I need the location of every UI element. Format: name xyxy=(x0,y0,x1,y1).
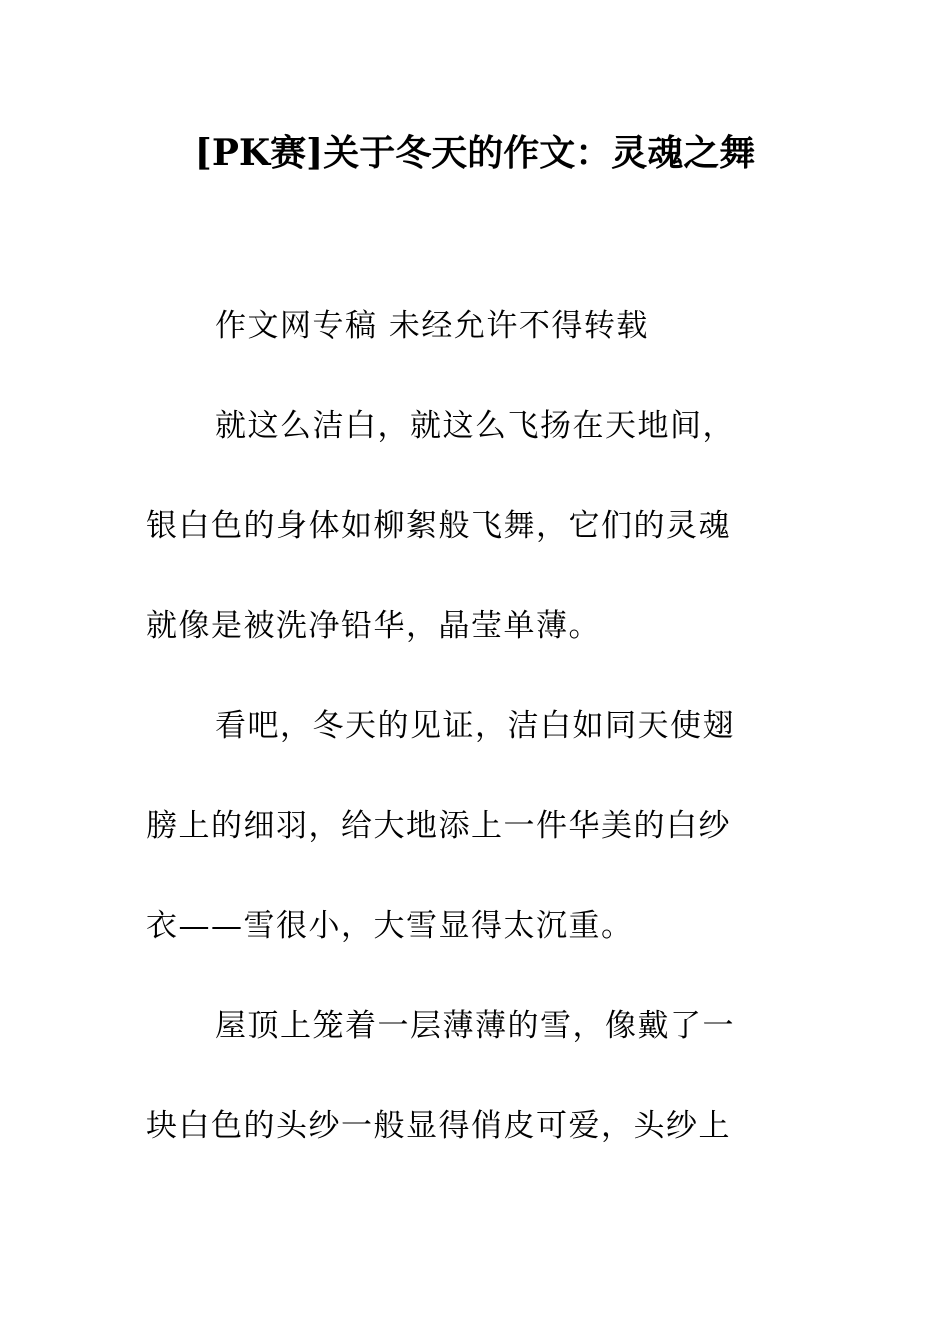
paragraph-line: 看吧，冬天的见证，洁白如同天使翅 xyxy=(215,708,735,744)
paragraph-line: 银白色的身体如柳絮般飞舞，它们的灵魂 xyxy=(146,508,731,544)
paragraph-line: 作文网专稿 未经允许不得转载 xyxy=(215,308,649,344)
paragraph-line: 就这么洁白，就这么飞扬在天地间， xyxy=(215,408,735,444)
paragraph-line: 块白色的头纱一般显得俏皮可爱，头纱上 xyxy=(146,1108,731,1144)
paragraph-line: 膀上的细羽，给大地添上一件华美的白纱 xyxy=(146,808,731,844)
paragraph-line: 屋顶上笼着一层薄薄的雪，像戴了一 xyxy=(215,1008,735,1044)
document-title: [PK赛]关于冬天的作文：灵魂之舞 xyxy=(194,132,756,174)
paragraph-line: 就像是被洗净铅华，晶莹单薄。 xyxy=(146,608,601,644)
paragraph-line: 衣——雪很小，大雪显得太沉重。 xyxy=(146,908,634,944)
